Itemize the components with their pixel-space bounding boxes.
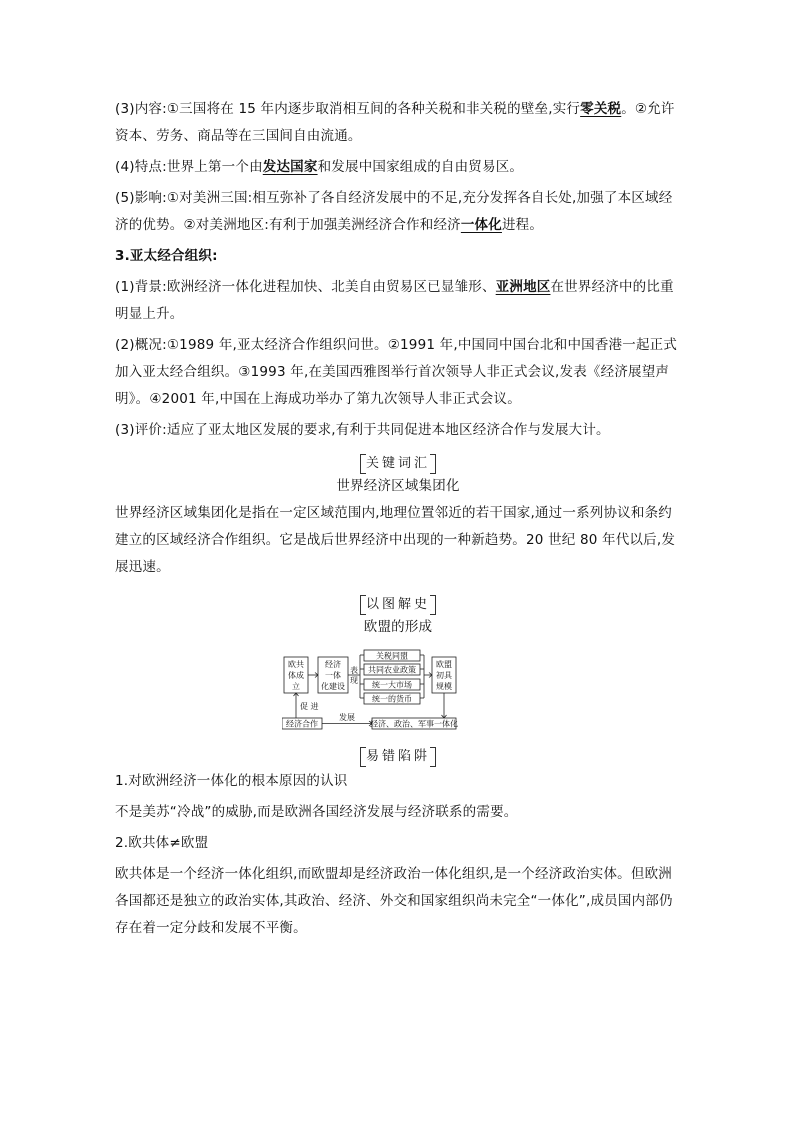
econ-label-2: 一体 <box>325 671 341 680</box>
item-agri-policy: 共同农业政策 <box>368 665 416 675</box>
content-paragraph: (3)内容:①三国将在 15 年内逐步取消相互间的各种关税和非关税的壁垒,实行零关税。②允许资本、劳务、商品等在三国间自由流通。 <box>115 101 675 144</box>
overview-paragraph: (2)概况:①1989 年,亚太经济合作组织问世。②1991 年,中国同中国台北和中国香港一起正式加入亚太经合组织。③1993 年,在美国西雅图举行首次领导人非正式会议,发表《经济展望声明》。④2001 年,中国在上海成功举办了第九次领导人非正式会议。 <box>115 337 678 407</box>
feature-paragraph: (4)特点:世界上第一个由发达国家和发展中国家组成的自由贸易区。 <box>115 159 524 175</box>
background-paragraph: (1)背景:欧洲经济一体化进程加快、北美自由贸易区已显雏形、亚洲地区在世界经济中的比重明显上升。 <box>115 279 674 322</box>
section-heading: 3.亚太经合组织: <box>115 248 218 264</box>
item-customs-union: 关税同盟 <box>376 651 408 661</box>
pitfall-text-2: 欧共体是一个经济一体化组织,而欧盟却是经济政治一体化组织,是一个经济政治实体。但欧洲各国都还是独立的政治实体,其政治、经济、外交和国家组织尚未完全“一体化”,成员国内部仍存在着一定分歧和发展不平衡。 <box>115 866 673 936</box>
eu-label-3: 规模 <box>436 682 452 691</box>
key-term: 零关税 <box>580 101 622 117</box>
econ-label-1: 经济 <box>325 660 341 669</box>
promote-label: 促 进 <box>300 702 319 711</box>
key-term: 一体化 <box>460 217 502 233</box>
keywords-title: 世界经济区域集团化 <box>336 478 460 494</box>
coop-label: 经济合作 <box>286 719 318 729</box>
biaoxian-label-1: 表 <box>350 666 358 675</box>
eu-label-2: 初具 <box>436 671 452 680</box>
keywords-tag: 关键词汇 <box>115 452 681 471</box>
diagram-title: 欧盟的形成 <box>363 619 433 635</box>
biaoxian-label-2: 现 <box>350 676 358 685</box>
econ-label-3: 化建设 <box>321 682 345 691</box>
pitfall-heading-1: 1.对欧洲经济一体化的根本原因的认识 <box>115 773 348 789</box>
impact-paragraph: (5)影响:①对美洲三国:相互弥补了各自经济发展中的不足,充分发挥各自长处,加强了本区域经济的优势。②对美洲地区:有利于加强美洲经济合作和经济一体化进程。 <box>115 190 673 233</box>
item-currency: 统一的货币 <box>372 694 412 704</box>
keywords-body: 世界经济区域集团化是指在一定区域范围内,地理位置邻近的若干国家,通过一系列协议和条约建立的区域经济合作组织。它是战后世界经济中出现的一种新趋势。20 世纪 80 年代以后,发展迅速。 <box>115 505 676 575</box>
key-term: 发达国家 <box>262 159 318 175</box>
picture-tag: 以图解史 <box>115 593 681 612</box>
integration-label: 经济、政治、军事一体化 <box>370 719 458 729</box>
pitfall-text-1: 不是美苏“冷战”的威胁,而是欧洲各国经济发展与经济联系的需要。 <box>115 804 518 820</box>
ec-label-2: 体成 <box>288 671 304 680</box>
ec-label-1: 欧共 <box>288 660 304 669</box>
document-page <box>115 96 681 942</box>
evaluation-paragraph: (3)评价:适应了亚太地区发展的要求,有利于共同促进本地区经济合作与发展大计。 <box>115 422 610 438</box>
item-single-market: 统一大市场 <box>372 680 412 690</box>
ec-label-3: 立 <box>292 682 300 691</box>
pitfall-heading-2: 2.欧共体≠欧盟 <box>115 835 209 851</box>
pitfalls-tag: 易错陷阱 <box>115 745 681 764</box>
key-term: 亚洲地区 <box>495 279 551 295</box>
eu-formation-diagram <box>282 649 514 731</box>
develop-label: 发展 <box>339 713 355 722</box>
eu-label-1: 欧盟 <box>436 660 452 669</box>
